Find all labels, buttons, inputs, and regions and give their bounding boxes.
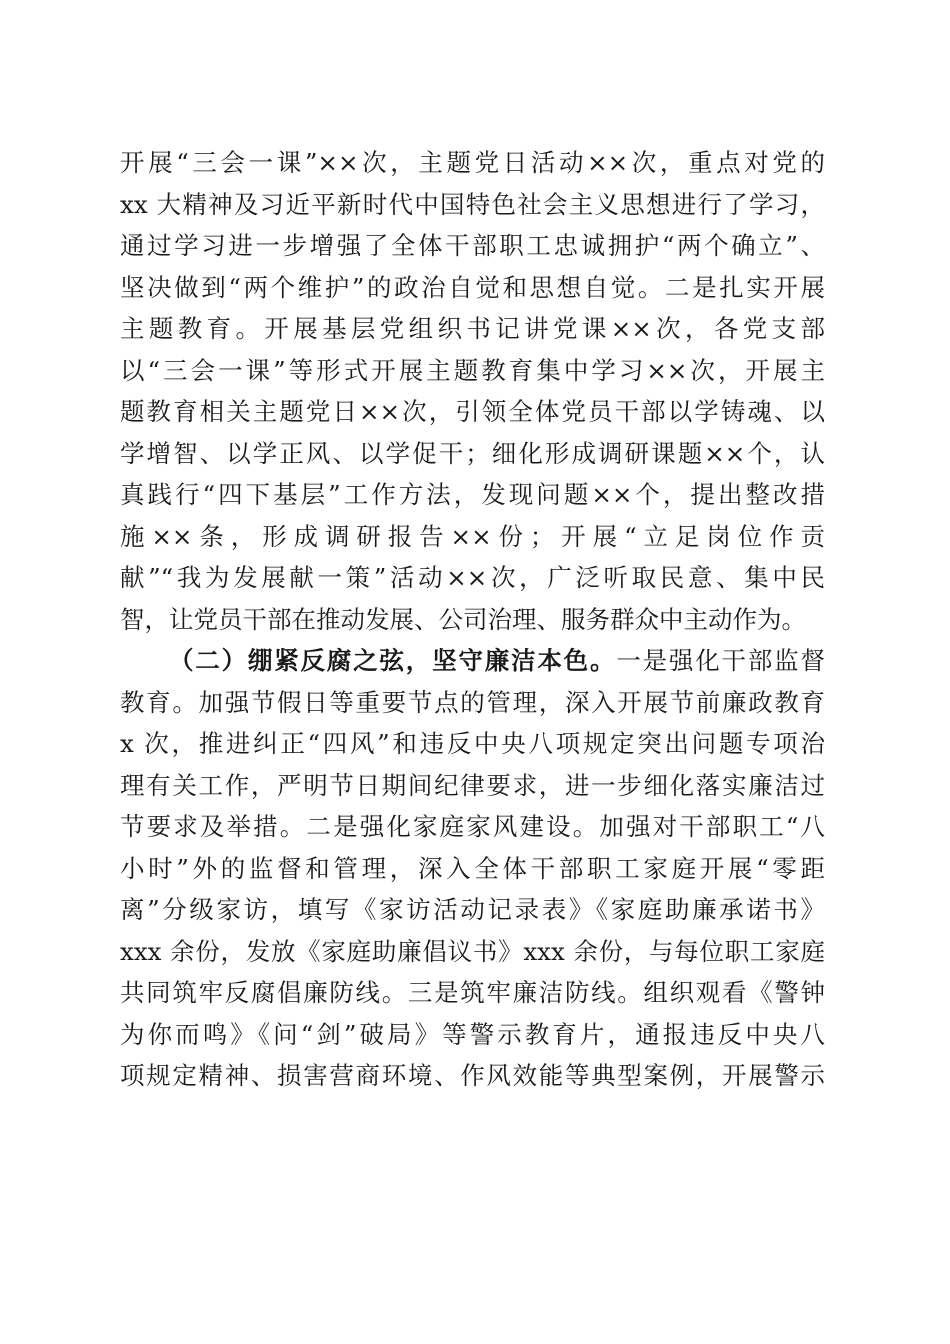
text-line: 教育。加强节假日等重要节点的管理，深入开展节前廉政教育 — [120, 687, 825, 717]
text-line: 开展“三会一课”××次，主题党日活动××次，重点对党的 — [120, 148, 825, 177]
text-line: 离”分级家访，填写《家访活动记录表》《家庭助廉承诺书》 — [120, 895, 825, 924]
section-heading-rest: 一是强化干部监督 — [616, 646, 825, 675]
text-line: 真践行“四下基层”工作方法，发现问题××个，提出整改措 — [120, 480, 825, 509]
text-line: 节要求及举措。二是强化家庭家风建设。加强对干部职工“八 — [120, 812, 825, 841]
section-heading: （二）绷紧反腐之弦，坚守廉洁本色。 — [169, 646, 617, 675]
text-line: 献”“我为发展献一策”活动××次，广泛听取民意、集中民 — [120, 563, 825, 592]
text-line: 项规定精神、损害营商环境、作风效能等典型案例，开展警示 — [120, 1061, 825, 1090]
text-line: 智，让党员干部在推动发展、公司治理、服务群众中主动作为。 — [120, 604, 806, 634]
body-text — [120, 142, 825, 1097]
text-line: xx 大精神及习近平新时代中国特色社会主义思想进行了学习， — [120, 189, 825, 219]
text-line: 以“三会一课”等形式开展主题教育集中学习××次，开展主 — [120, 355, 825, 385]
section-heading-line — [120, 640, 825, 682]
text-line: 为你而鸣》《问“剑”破局》等警示教育片，通报违反中央八 — [120, 1019, 825, 1049]
text-line: 学增智、以学正风、以学促干；细化形成调研课题××个，认 — [120, 438, 825, 468]
text-line: x 次，推进纠正“四风”和违反中央八项规定突出问题专项治 — [120, 729, 825, 758]
text-line: 通过学习进一步增强了全体干部职工忠诚拥护“两个确立”、 — [120, 231, 825, 260]
text-line: 理有关工作，严明节日期间纪律要求，进一步细化落实廉洁过 — [120, 770, 825, 800]
text-line: 主题教育。开展基层党组织书记讲党课××次，各党支部 — [120, 314, 825, 343]
text-line: xxx 余份，发放《家庭助廉倡议书》xxx 余份，与每位职工家庭 — [120, 936, 825, 966]
text-line: 小时”外的监督和管理，深入全体干部职工家庭开展“零距 — [120, 853, 825, 883]
text-line: 施××条，形成调研报告××份；开展“立足岗位作贡 — [120, 521, 825, 551]
text-line: 题教育相关主题党日××次，引领全体党员干部以学铸魂、以 — [120, 397, 825, 426]
text-line: 坚决做到“两个维护”的政治自觉和思想自觉。二是扎实开展 — [120, 272, 825, 302]
text-line: 共同筑牢反腐倡廉防线。三是筑牢廉洁防线。组织观看《警钟 — [120, 978, 825, 1007]
